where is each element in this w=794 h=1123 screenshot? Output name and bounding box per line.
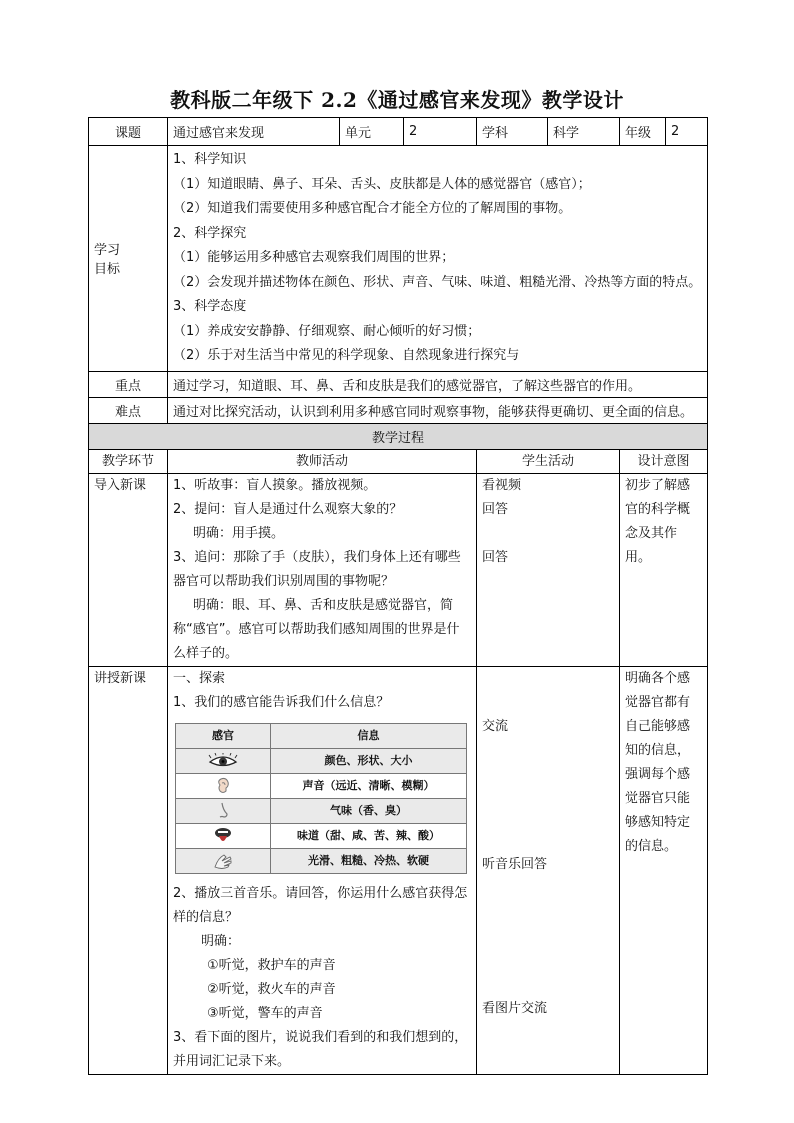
student-line: 回答 bbox=[482, 501, 509, 517]
sense-info-touch: 光滑、粗糙、冷热、软硬 bbox=[271, 848, 467, 873]
objective-line: （2）会发现并描述物体在颜色、形状、声音、气味、味道、粗糙光滑、冷热等方面的特点。 bbox=[173, 274, 702, 290]
key-point-row bbox=[89, 371, 708, 397]
objective-line: 1、科学知识 bbox=[173, 152, 247, 167]
student-line: 看图片交流 bbox=[482, 1000, 548, 1016]
question-3: 3、看下面的图片，说说我们看到的和我们想到的，并用词汇记录下来。 bbox=[173, 1029, 468, 1069]
header-intent: 设计意图 bbox=[620, 449, 708, 473]
teach-teacher bbox=[168, 666, 477, 1074]
intro-row bbox=[89, 473, 708, 666]
teach-intent: 明确各个感觉器官都有自己能够感知的信息，强调每个感觉器官只能够感知特定的信息。 bbox=[620, 666, 708, 1074]
header-stage: 教学环节 bbox=[89, 449, 168, 473]
senses-header-organ: 感官 bbox=[176, 723, 271, 748]
lesson-label: 课题 bbox=[89, 118, 168, 146]
header-student: 学生活动 bbox=[477, 449, 620, 473]
ear-icon bbox=[176, 773, 271, 798]
subject-label: 学科 bbox=[477, 118, 548, 146]
objective-line: （1）能够运用多种感官去观察我们周围的世界； bbox=[173, 250, 455, 265]
header-teacher: 教师活动 bbox=[168, 449, 477, 473]
intro-stage: 导入新课 bbox=[89, 473, 168, 666]
answer-line: ②听觉，救火车的声音 bbox=[207, 981, 336, 997]
unit-label: 单元 bbox=[340, 118, 404, 146]
eye-icon bbox=[176, 748, 271, 773]
tongue-icon bbox=[176, 823, 271, 848]
student-line: 交流 bbox=[482, 718, 509, 734]
clarify-label: 明确： bbox=[201, 933, 241, 949]
process-section-row bbox=[89, 423, 708, 449]
key-point-text: 通过学习，知道眼、耳、鼻、舌和皮肤是我们的感觉器官，了解这些器官的作用。 bbox=[168, 371, 708, 397]
subject-value: 科学 bbox=[548, 118, 620, 146]
teacher-line: 1、听故事：盲人摸象。播放视频。 bbox=[173, 477, 377, 493]
objectives-label: 学习 目标 bbox=[89, 146, 168, 372]
student-line: 听音乐回答 bbox=[482, 856, 548, 872]
lesson-plan-table bbox=[88, 117, 708, 1075]
difficult-point-label: 难点 bbox=[89, 397, 168, 423]
sense-info-taste: 味道（甜、咸、苦、辣、酸） bbox=[271, 823, 467, 848]
sense-info-hearing: 声音（远近、清晰、模糊） bbox=[271, 773, 467, 798]
sense-info-smell: 气味（香、臭） bbox=[271, 798, 467, 823]
senses-table bbox=[175, 723, 467, 874]
intro-intent: 初步了解感官的科学概念及其作用。 bbox=[620, 473, 708, 666]
teacher-line: 3、追问：那除了手（皮肤），我们身体上还有哪些器官可以帮助我们识别周围的事物呢？ bbox=[173, 549, 461, 589]
process-header-row bbox=[89, 449, 708, 473]
objective-line: （2）乐于对生活当中常见的科学现象、自然现象进行探究与 bbox=[173, 348, 520, 363]
objective-line: （1）知道眼睛、鼻子、耳朵、舌头、皮肤都是人体的感觉器官（感官）； bbox=[173, 176, 591, 192]
teach-stage: 讲授新课 bbox=[89, 666, 168, 1074]
difficult-point-row bbox=[89, 397, 708, 423]
answer-line: ①听觉，救护车的声音 bbox=[207, 957, 336, 973]
key-point-label: 重点 bbox=[89, 371, 168, 397]
info-row bbox=[89, 118, 708, 146]
intro-teacher bbox=[168, 473, 477, 666]
grade-value: 2 bbox=[666, 118, 708, 146]
unit-value: 2 bbox=[404, 118, 477, 146]
nose-icon bbox=[176, 798, 271, 823]
answer-line: ③听觉，警车的声音 bbox=[207, 1005, 323, 1021]
question-1: 1、我们的感官能告诉我们什么信息？ bbox=[173, 694, 390, 710]
objective-line: 3、科学态度 bbox=[173, 299, 247, 314]
lesson-value: 通过感官来发现 bbox=[168, 118, 340, 146]
teacher-line: 2、提问：盲人是通过什么观察大象的？ bbox=[173, 501, 403, 517]
teacher-line: 明确：眼、耳、鼻、舌和皮肤是感觉器官，简称“感官”。感官可以帮助我们感知周围的世界是什么样子的。 bbox=[173, 597, 460, 661]
objective-line: （1）养成安安静静、仔细观察、耐心倾听的好习惯； bbox=[173, 323, 481, 339]
question-2: 2、播放三首音乐。请回答，你运用什么感官获得怎样的信息？ bbox=[173, 885, 468, 925]
hand-icon bbox=[176, 848, 271, 873]
teach-student bbox=[477, 666, 620, 1074]
grade-label: 年级 bbox=[620, 118, 666, 146]
document-title: 教科版二年级下 2.2《通过感官来发现》教学设计 bbox=[170, 88, 624, 112]
process-section-title: 教学过程 bbox=[89, 423, 708, 449]
objectives-row bbox=[89, 146, 708, 372]
student-line: 回答 bbox=[482, 549, 509, 565]
intro-student bbox=[477, 473, 620, 666]
objective-line: 2、科学探究 bbox=[173, 225, 247, 241]
teach-row bbox=[89, 666, 708, 1074]
explore-title: 一、探索 bbox=[173, 670, 226, 686]
student-line: 看视频 bbox=[482, 477, 522, 493]
difficult-point-text: 通过对比探究活动，认识到利用多种感官同时观察事物，能够获得更确切、更全面的信息。 bbox=[168, 397, 708, 423]
objective-line: （2）知道我们需要使用多种感官配合才能全方位的了解周围的事物。 bbox=[173, 201, 572, 216]
sense-info-sight: 颜色、形状、大小 bbox=[271, 748, 467, 773]
senses-header-info: 信息 bbox=[271, 723, 467, 748]
teacher-line: 明确：用手摸。 bbox=[193, 525, 285, 541]
objectives-content bbox=[168, 146, 708, 372]
